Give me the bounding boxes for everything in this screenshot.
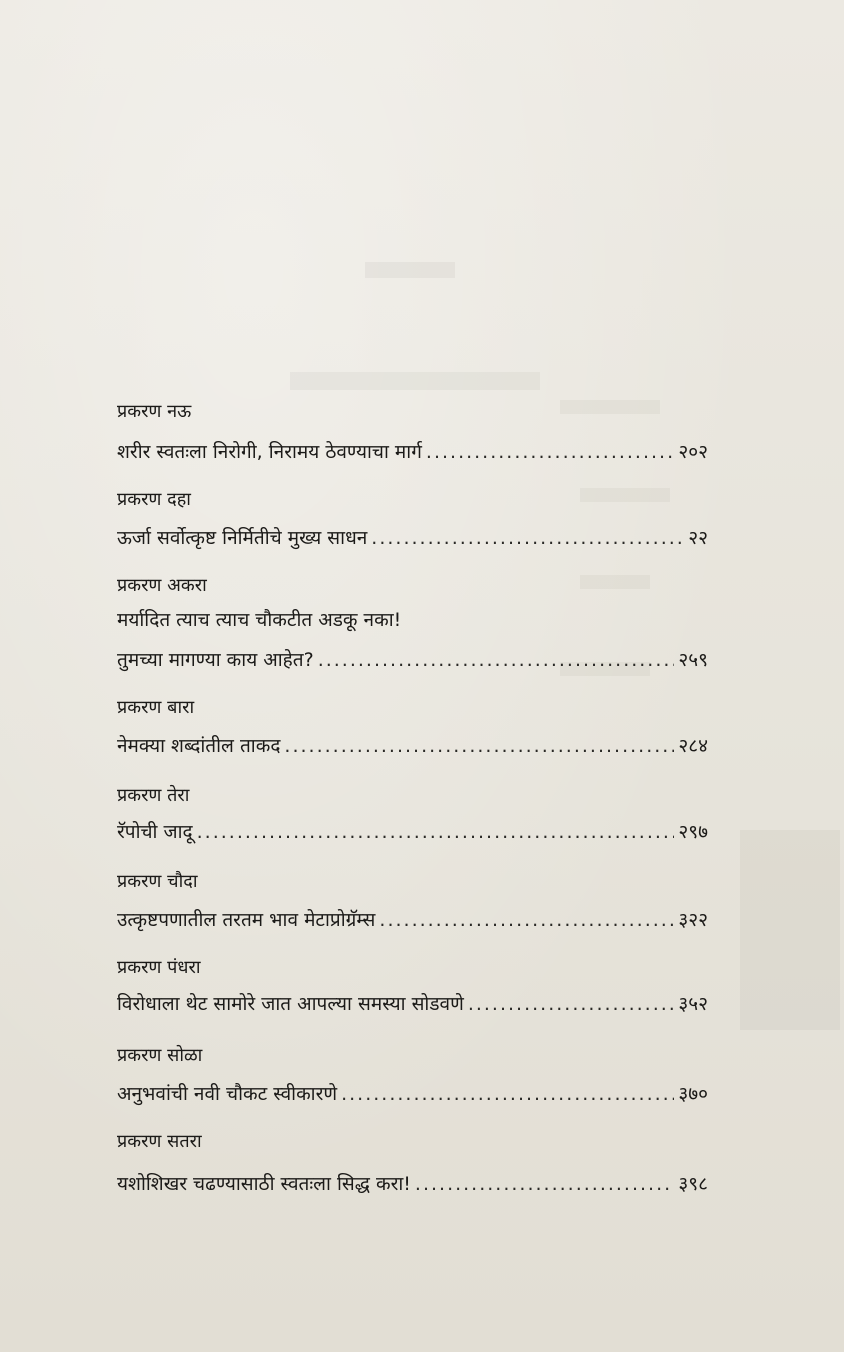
chapter-heading: प्रकरण नऊ [117,401,192,422]
dot-leader [379,906,674,934]
bleed-through-mark [365,262,455,278]
toc-entry [117,1170,708,1198]
dot-leader [371,524,684,552]
chapter-heading: प्रकरण चौदा [117,871,198,892]
page-number: २२ [688,527,708,549]
dot-leader [318,646,675,674]
page-number: २०२ [678,441,708,463]
page-number: ३७० [678,1083,708,1105]
page-number: २९७ [678,821,708,843]
bleed-through-mark [740,830,840,1030]
bleed-through-mark [290,372,540,390]
toc-entry [117,906,708,934]
toc-entry [117,1080,708,1108]
page-number: २८४ [678,735,708,757]
chapter-title: तुमच्या मागण्या काय आहेत? [117,649,314,671]
chapter-title: ऊर्जा सर्वोत्कृष्ट निर्मितीचे मुख्य साधन [117,527,368,549]
page-number: ३५२ [678,993,708,1015]
dot-leader [284,732,674,760]
dot-leader [341,1080,674,1108]
chapter-title: अनुभवांची नवी चौकट स्वीकारणे [117,1083,338,1105]
page-number: ३२२ [678,909,708,931]
dot-leader [468,990,675,1018]
chapter-title: उत्कृष्टपणातील तरतम भाव मेटाप्रोग्रॅम्स [117,909,376,931]
chapter-heading: प्रकरण सोळा [117,1045,203,1066]
toc-entry [117,438,708,466]
chapter-title-line: मर्यादित त्याच त्याच चौकटीत अडकू नका! [117,609,402,631]
chapter-title: शरीर स्वतःला निरोगी, निरामय ठेवण्याचा मार्ग [117,441,422,463]
chapter-title: यशोशिखर चढण्यासाठी स्वतःला सिद्ध करा! [117,1173,411,1195]
toc-entry [117,524,708,552]
dot-leader [426,438,674,466]
bleed-through-mark [580,488,670,502]
toc-entry [117,646,708,674]
toc-entry [117,732,708,760]
toc-entry [117,818,708,846]
bleed-through-mark [560,400,660,414]
dot-leader [197,818,675,846]
page-number: ३९८ [678,1173,708,1195]
chapter-title: नेमक्या शब्दांतील ताकद [117,735,281,757]
chapter-heading: प्रकरण दहा [117,489,191,510]
toc-entry [117,990,708,1018]
chapter-heading: प्रकरण तेरा [117,785,190,806]
bleed-through-mark [580,575,650,589]
chapter-heading: प्रकरण अकरा [117,575,207,596]
chapter-title: रॅपोची जादू [117,821,193,843]
chapter-heading: प्रकरण बारा [117,697,195,718]
chapter-heading: प्रकरण पंधरा [117,957,201,978]
page-number: २५९ [678,649,708,671]
chapter-heading: प्रकरण सतरा [117,1131,202,1152]
chapter-title: विरोधाला थेट सामोरे जात आपल्या समस्या सोडवणे [117,993,464,1015]
dot-leader [415,1170,674,1198]
